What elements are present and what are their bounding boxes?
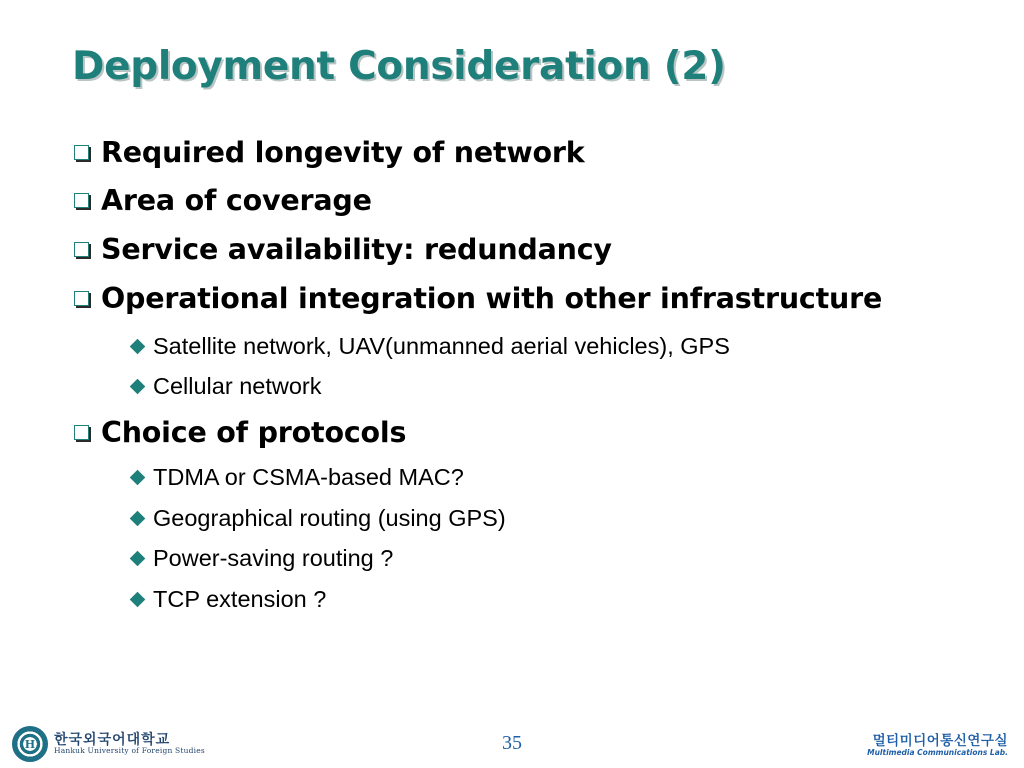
sub-bullet-item	[128, 541, 393, 575]
sub-bullet-text: Power-saving routing ?	[153, 544, 394, 571]
hollow-square-icon	[74, 193, 89, 208]
bullet-item	[74, 278, 882, 318]
bullet-text: Operational integration with other infrastructure	[101, 281, 883, 315]
bullet-text: Choice of protocols	[101, 415, 407, 449]
sub-bullet-item	[128, 369, 321, 403]
hollow-square-icon	[74, 425, 89, 440]
diamond-icon	[130, 469, 146, 485]
sub-bullet-text: TCP extension ?	[153, 585, 327, 612]
lab-name-ko: 멀티미디어통신연구실	[872, 733, 1008, 749]
sub-bullet-text: Satellite network, UAV(unmanned aerial vehicles), GPS	[153, 332, 730, 359]
diamond-icon	[130, 378, 146, 394]
sub-bullet-item	[128, 329, 730, 363]
bullet-text: Required longevity of network	[101, 135, 585, 169]
bullet-item	[74, 180, 372, 220]
bullet-item	[74, 229, 612, 269]
university-seal-icon: H	[12, 726, 48, 762]
university-name-ko: 한국외국어대학교	[54, 731, 171, 748]
bullet-item	[74, 132, 585, 172]
sub-bullet-item	[128, 501, 506, 535]
diamond-icon	[130, 338, 146, 354]
sub-bullet-text: Geographical routing (using GPS)	[153, 504, 506, 531]
bullet-item	[74, 412, 406, 452]
sub-bullet-text: TDMA or CSMA-based MAC?	[153, 463, 464, 490]
diamond-icon	[130, 591, 146, 607]
hollow-square-icon	[74, 291, 89, 306]
diamond-icon	[130, 550, 146, 566]
diamond-icon	[130, 510, 146, 526]
hollow-square-icon	[74, 242, 89, 257]
slide-title: Deployment Consideration (2)	[72, 44, 726, 89]
lab-name	[867, 734, 1008, 757]
sub-bullet-item	[128, 460, 464, 494]
bullet-text: Area of coverage	[101, 183, 372, 217]
sub-bullet-text: Cellular network	[153, 372, 322, 399]
hollow-square-icon	[74, 145, 89, 160]
page-number: 35	[502, 732, 522, 754]
lab-name-en: Multimedia Communications Lab.	[867, 747, 1008, 757]
university-name-en: Hankuk University of Foreign Studies	[54, 746, 205, 756]
bullet-text: Service availability: redundancy	[101, 232, 612, 266]
sub-bullet-item	[128, 582, 326, 616]
